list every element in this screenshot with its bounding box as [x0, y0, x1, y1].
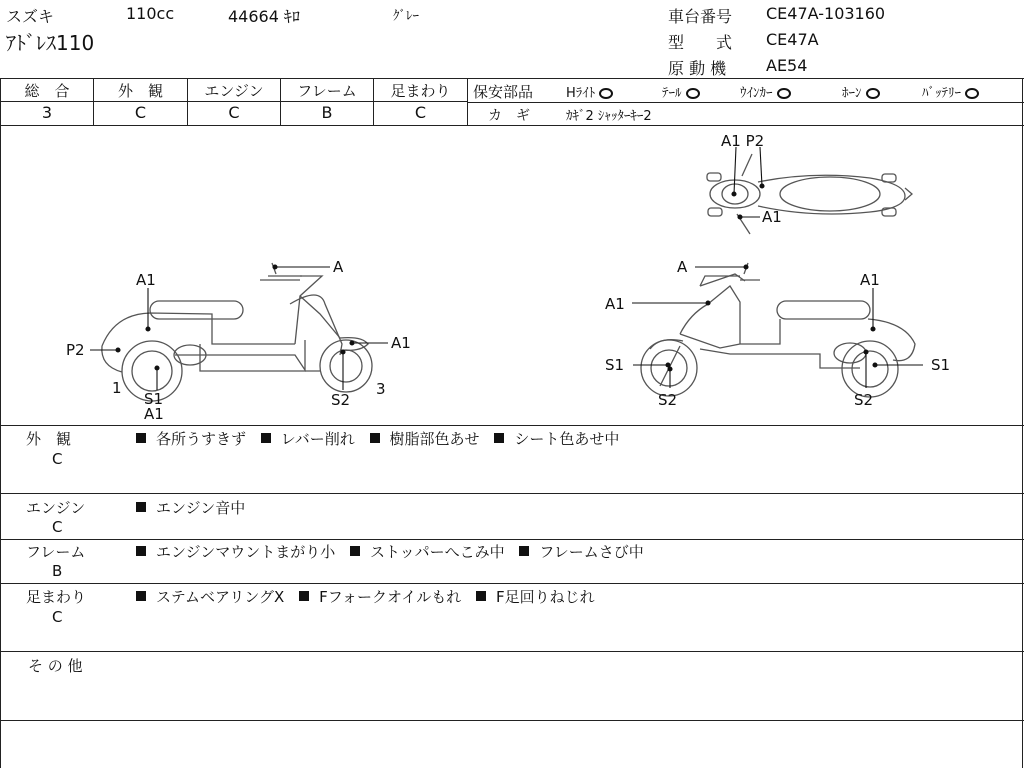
diagram-label: S2 [331, 391, 351, 409]
diagram-label: S1 [931, 356, 951, 374]
bullet-square-icon [519, 546, 529, 556]
report-label-engine: エンジン [26, 499, 86, 517]
safety-item [566, 82, 613, 101]
safety-item-label: ｳｲﾝｶｰ [740, 86, 773, 101]
report-grade-suspension: C [52, 608, 63, 626]
safety-label: 保安部品 [473, 83, 534, 101]
score-total: 3 [41, 103, 53, 122]
bullet-square-icon [370, 433, 380, 443]
model-name: ｱﾄﾞﾚｽ110 [6, 31, 95, 55]
diagram-label: S1 [144, 390, 164, 408]
engine-label: 原 動 機 [668, 59, 727, 78]
note: エンジン音中 [156, 499, 246, 517]
score-header-engine: エンジン [204, 82, 264, 100]
ok-circle-icon [599, 88, 613, 99]
note: ストッパーへこみ中 [370, 543, 505, 561]
report-label-frame: フレーム [26, 543, 86, 561]
note: エンジンマウントまがり小 [156, 543, 336, 561]
bullet-square-icon [136, 433, 146, 443]
note: レバー削れ [280, 430, 355, 448]
mileage: 44664 ｷﾛ [228, 7, 300, 26]
diagram-label: A [677, 258, 688, 276]
note: ステムベアリングX [156, 588, 285, 606]
report-grade-frame: B [52, 562, 63, 580]
diagram-label: A1 [136, 271, 156, 289]
diagram-label: A1 [762, 208, 782, 226]
diagram-label: A1 [605, 295, 625, 313]
type-label: 型 式 [668, 33, 733, 52]
safety-item-label: ﾎｰﾝ [842, 86, 862, 101]
note: フレームさび中 [539, 543, 644, 561]
note: F足回りねじれ [496, 588, 595, 606]
diagram-label: S2 [854, 391, 874, 409]
ok-circle-icon [965, 88, 979, 99]
grid-line [0, 425, 1024, 426]
frame-no: CE47A-103160 [766, 4, 886, 23]
diagram-label: A [333, 258, 344, 276]
score-exterior: C [134, 103, 147, 122]
score-header-exterior: 外 観 [117, 82, 163, 100]
grid-line [0, 539, 1024, 540]
ok-circle-icon [866, 88, 880, 99]
safety-item [842, 82, 880, 101]
grid-line [0, 101, 467, 102]
score-frame: B [321, 103, 333, 122]
bullet-square-icon [136, 502, 146, 512]
note: 樹脂部色あせ [389, 430, 480, 448]
diagram-label: A1 [391, 334, 411, 352]
report-notes-engine [136, 497, 245, 518]
grid-line [467, 78, 468, 125]
bullet-square-icon [494, 433, 504, 443]
score-engine: C [228, 103, 240, 122]
report-label-exterior: 外 観 [26, 430, 72, 448]
engine-value: AE54 [766, 56, 808, 75]
safety-item [922, 82, 979, 101]
report-grade-exterior: C [52, 450, 63, 468]
grid-line [467, 102, 1024, 103]
grid-line [0, 583, 1024, 584]
note: シート色あせ中 [514, 430, 620, 448]
key-label: カ ギ [488, 108, 530, 124]
diagram-label: S1 [605, 356, 625, 374]
color: ｸﾞﾚｰ [393, 9, 419, 24]
safety-item-label: ﾃｰﾙ [662, 86, 682, 101]
grid-line [0, 493, 1024, 494]
diagram-label: A1 [144, 405, 164, 423]
bullet-square-icon [350, 546, 360, 556]
grid-line [0, 720, 1024, 721]
score-header-frame: フレーム [297, 82, 357, 100]
frame-no-label: 車台番号 [668, 7, 733, 26]
ok-circle-icon [686, 88, 700, 99]
diagram-label: S2 [658, 391, 678, 409]
report-notes-exterior [136, 428, 619, 449]
damage-diagram [0, 126, 1024, 424]
grid-line [0, 651, 1024, 652]
report-notes-suspension [136, 586, 595, 607]
safety-item-label: Hﾗｲﾄ [566, 86, 596, 101]
score-header-suspension: 足まわり [390, 82, 451, 100]
report-label-other: そ の 他 [28, 657, 83, 675]
safety-item-label: ﾊﾞｯﾃﾘｰ [922, 86, 961, 101]
report-label-suspension: 足まわり [26, 588, 87, 606]
diagram-label: A1 P2 [721, 132, 765, 150]
score-header-total: 総 合 [24, 82, 70, 100]
note: Fフォークオイルもれ [319, 588, 462, 606]
note: 各所うすきず [156, 430, 247, 448]
diagram-label: 3 [376, 380, 386, 398]
key-value: ｶｷﾞ2 ｼｬｯﾀｰｷｰ2 [566, 109, 652, 124]
report-notes-frame [136, 541, 644, 562]
safety-item [662, 82, 700, 101]
diagram-label: 1 [112, 379, 122, 397]
ok-circle-icon [777, 88, 791, 99]
bullet-square-icon [261, 433, 271, 443]
grid-line [0, 78, 1024, 79]
diagram-label: P2 [66, 341, 85, 359]
score-suspension: C [414, 103, 427, 122]
bullet-square-icon [476, 591, 486, 601]
bullet-square-icon [136, 546, 146, 556]
bullet-square-icon [299, 591, 309, 601]
maker: スズキ [6, 7, 55, 26]
diagram-label: A1 [860, 271, 880, 289]
displacement: 110cc [126, 4, 175, 23]
bullet-square-icon [136, 591, 146, 601]
safety-item [740, 82, 791, 101]
report-grade-engine: C [52, 518, 63, 536]
type-value: CE47A [766, 30, 819, 49]
scooter-top-view [707, 154, 912, 234]
